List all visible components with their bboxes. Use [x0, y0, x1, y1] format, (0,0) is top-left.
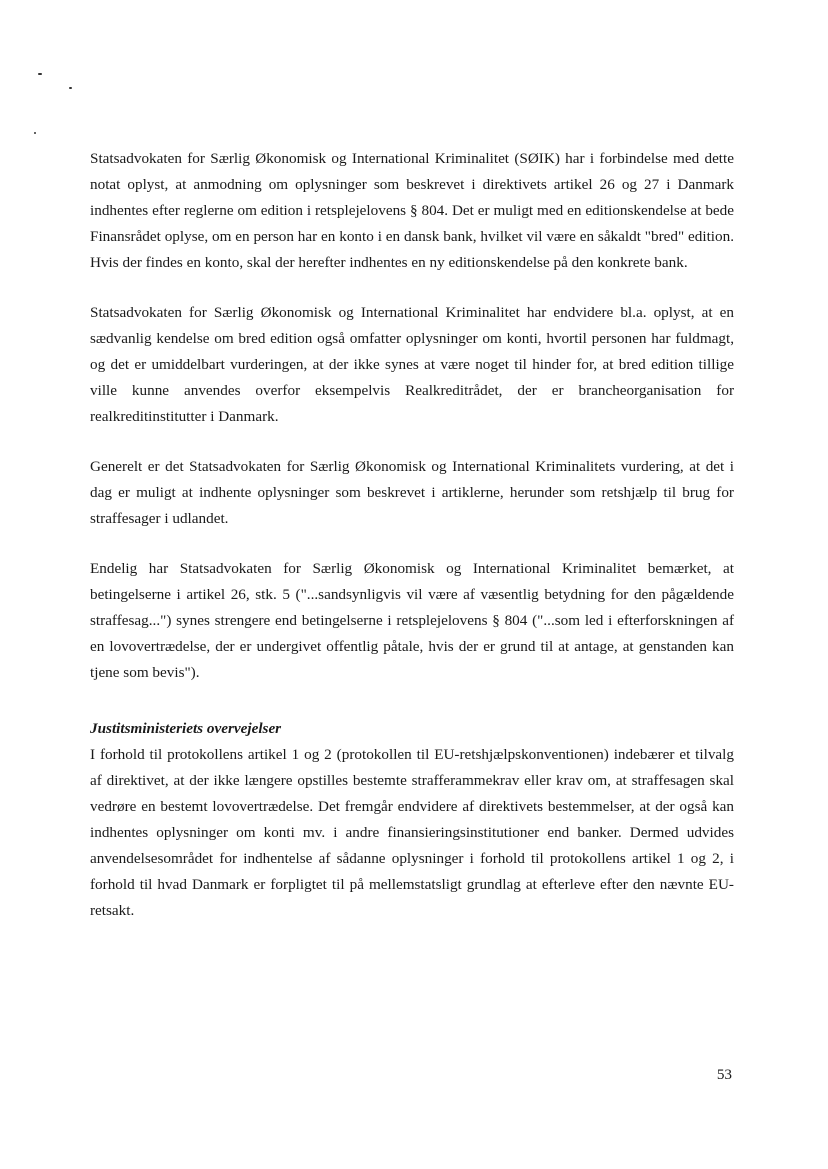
section-heading: Justitsministeriets overvejelser: [90, 720, 282, 737]
paragraph-conditions: Endelig har Statsadvokaten for Særlig Økonomisk og International Kriminalitet bemærket, at betingelserne i artikel 26, stk. 5 ("...sandsynligvis vil være af væsentlig betydning for den pågældende straffesag...") synes strengere end betingelserne i retsplejelovens § 804 ("...som led i efterforskningen af en lovovertrædelse, der er undergivet offentlig påtale, hvis der er grund til at antage, at genstanden kan tjene som bevis").: [90, 560, 734, 681]
scan-speck: [34, 132, 36, 134]
scan-speck: [38, 73, 42, 75]
scan-speck: [69, 87, 72, 89]
document-body: [90, 146, 734, 924]
paragraph-soik-edition: Statsadvokaten for Særlig Økonomisk og International Kriminalitet (SØIK) har i forbindelse med dette notat oplyst, at anmodning om oplysninger som beskrevet i direktivets artikel 26 og 27 i Danmark indhentes efter reglerne om edition i retsplejelovens § 804. Det er muligt med en editionskendelse at bede Finansrådet oplyse, om en person har en konto i en dansk bank, hvilket vil være en såkaldt "bred" edition. Hvis der findes en konto, skal der herefter indhentes en ny editionskendelse på den konkrete bank.: [90, 150, 734, 271]
paragraph-general-assessment: Generelt er det Statsadvokaten for Særlig Økonomisk og International Kriminalitets vurdering, at det i dag er muligt at indhente oplysninger som beskrevet i artiklerne, herunder som retshjælp til brug for straffesager i udlandet.: [90, 458, 734, 527]
paragraph-bred-edition: Statsadvokaten for Særlig Økonomisk og International Kriminalitet har endvidere bl.a. oplyst, at en sædvanlig kendelse om bred edition også omfatter oplysninger om konti, hvortil personen har fuldmagt, og det er umiddelbart vurderingen, at der ikke synes at være noget til hinder for, at bred edition tillige ville kunne anvendes overfor eksempelvis Realkreditrådet, der er brancheorganisation for realkreditinstitutter i Danmark.: [90, 304, 734, 425]
paragraph-ministry-considerations: I forhold til protokollens artikel 1 og 2 (protokollen til EU-retshjælpskonventionen) indebærer et tilvalg af direktivet, at der ikke længere opstilles bestemte strafferammekrav eller krav om, at straffesagen skal vedrøre en bestemt lovovertrædelse. Det fremgår endvidere af direktivets bestemmelser, at der også kan indhentes oplysninger om konti mv. i andre finansieringsinstitutioner end banker. Dermed udvides anvendelsesområdet for indhentelse af sådanne oplysninger i forhold til protokollens artikel 1 og 2, i forhold til hvad Danmark er forpligtet til på mellemstatsligt grundlag at efterleve efter den nævnte EU-retsakt.: [90, 746, 734, 919]
page-number: 53: [716, 1066, 732, 1083]
